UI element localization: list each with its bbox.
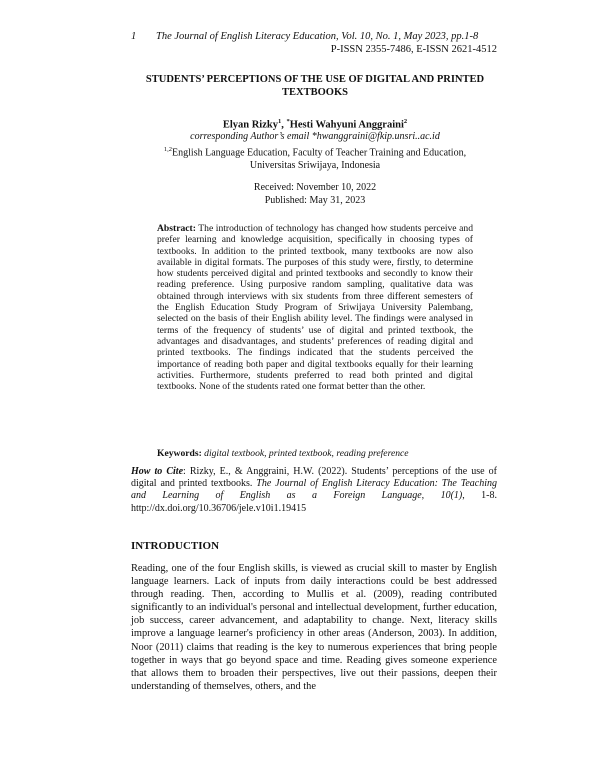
author-affil-mark: 2 — [403, 118, 408, 125]
affil-line: English Language Education, Faculty of Teacher Training and Education, — [172, 147, 467, 159]
how-to-cite — [131, 466, 497, 515]
author-affil-mark: 1 — [277, 118, 282, 125]
author-name: Elyan Rizky — [222, 119, 278, 131]
keywords-label: Keywords: — [157, 448, 202, 459]
abstract-text: The introduction of technology has changed how students perceive and prefer learning and knowledge acquisition, specifically in choosing types of textbooks. In addition to the printed textbook, many textbooks are now also available in digital formats. The purposes of this study were, firstly, to determine how students perceived digital and printed textbooks and secondly to know their reading preference. Using purposive random sampling, qualitative data was obtained through interviews with six students from three different semesters of the English Education Study Program of Sriwijaya University Palembang, selected on the basis of their English ability level. The findings were analysed in terms of the frequency of students’ use of digital and printed textbook, the advantages and disadvantages, and students’ preferences of reading digital and printed textbooks. The findings indicated that the students perceived the importance of reading both paper and digital textbooks equally for their learning activities. Furthermore, students preferred to read both printed and digital textbooks. None of the students rated one format better than the other. — [157, 223, 473, 393]
issn-line: P-ISSN 2355-7486, E-ISSN 2621-4512 — [330, 44, 497, 55]
journal-citation: The Journal of English Literacy Education, Vol. 10, No. 1, May 2023, pp.1-8 — [156, 31, 479, 42]
title-line: TEXTBOOKS — [282, 87, 348, 98]
abstract — [157, 223, 473, 392]
keywords — [157, 448, 473, 459]
author-name: Hesti Wahyuni Anggraini — [289, 119, 404, 131]
paper-title — [120, 73, 510, 99]
received-date: Received: November 10, 2022 — [253, 182, 377, 193]
publication-dates — [120, 182, 510, 207]
corresponding-email: corresponding Author’s email *hwanggraini@fkip.unsri..ac.id — [190, 131, 440, 142]
author-list — [120, 118, 510, 131]
affiliation — [120, 144, 510, 172]
author-separator: , — [281, 119, 287, 131]
keywords-text: digital textbook, printed textbook, reading preference — [204, 448, 409, 459]
title-line: STUDENTS’ PERCEPTIONS OF THE USE OF DIGITAL AND PRINTED — [145, 74, 485, 85]
cite-doi: , 1-8. http://dx.doi.org/10.36706/jele.v10i1.19415 — [131, 490, 497, 514]
published-date: Published: May 31, 2023 — [264, 194, 366, 206]
affil-mark: 1,2 — [163, 146, 173, 153]
cite-label: How to Cite — [131, 466, 184, 477]
introduction-paragraph: Reading, one of the four English skills, is viewed as crucial skill to master by English language learners. Lack of inputs from daily interactions could be best addressed through reading. Then, according to Mullis et al. (2009), reading contributed significantly to an individual's personal and intellectual development, further education, job success, career advancement, and adaptability to change. Next, literacy skills improve a language learner's proficiency in other areas (Anderson, 2003). In addition, Noor (2011) claims that reading is the key to numerous experiences that bring people together in ways that go beyond space and time. Reading gives someone experience that allows them to broaden their perspectives, live out their passions, deepen their understanding of themselves, others, and the — [131, 563, 497, 692]
abstract-label: Abstract: — [157, 223, 196, 234]
cite-text: : Rizky, E., & Anggraini, H.W. (2022). Students’ perceptions of the use of digital and printed textbooks. — [131, 466, 497, 490]
affil-line: Universitas Sriwijaya, Indonesia — [249, 159, 381, 171]
cite-journal: The Journal of English Literacy Education: The Teaching and Learning of English as a Foreign Language, 10(1) — [131, 478, 497, 502]
page-number: 1 — [131, 31, 137, 42]
corresponding-mark: * — [286, 118, 290, 125]
section-heading-introduction: INTRODUCTION — [131, 540, 220, 552]
